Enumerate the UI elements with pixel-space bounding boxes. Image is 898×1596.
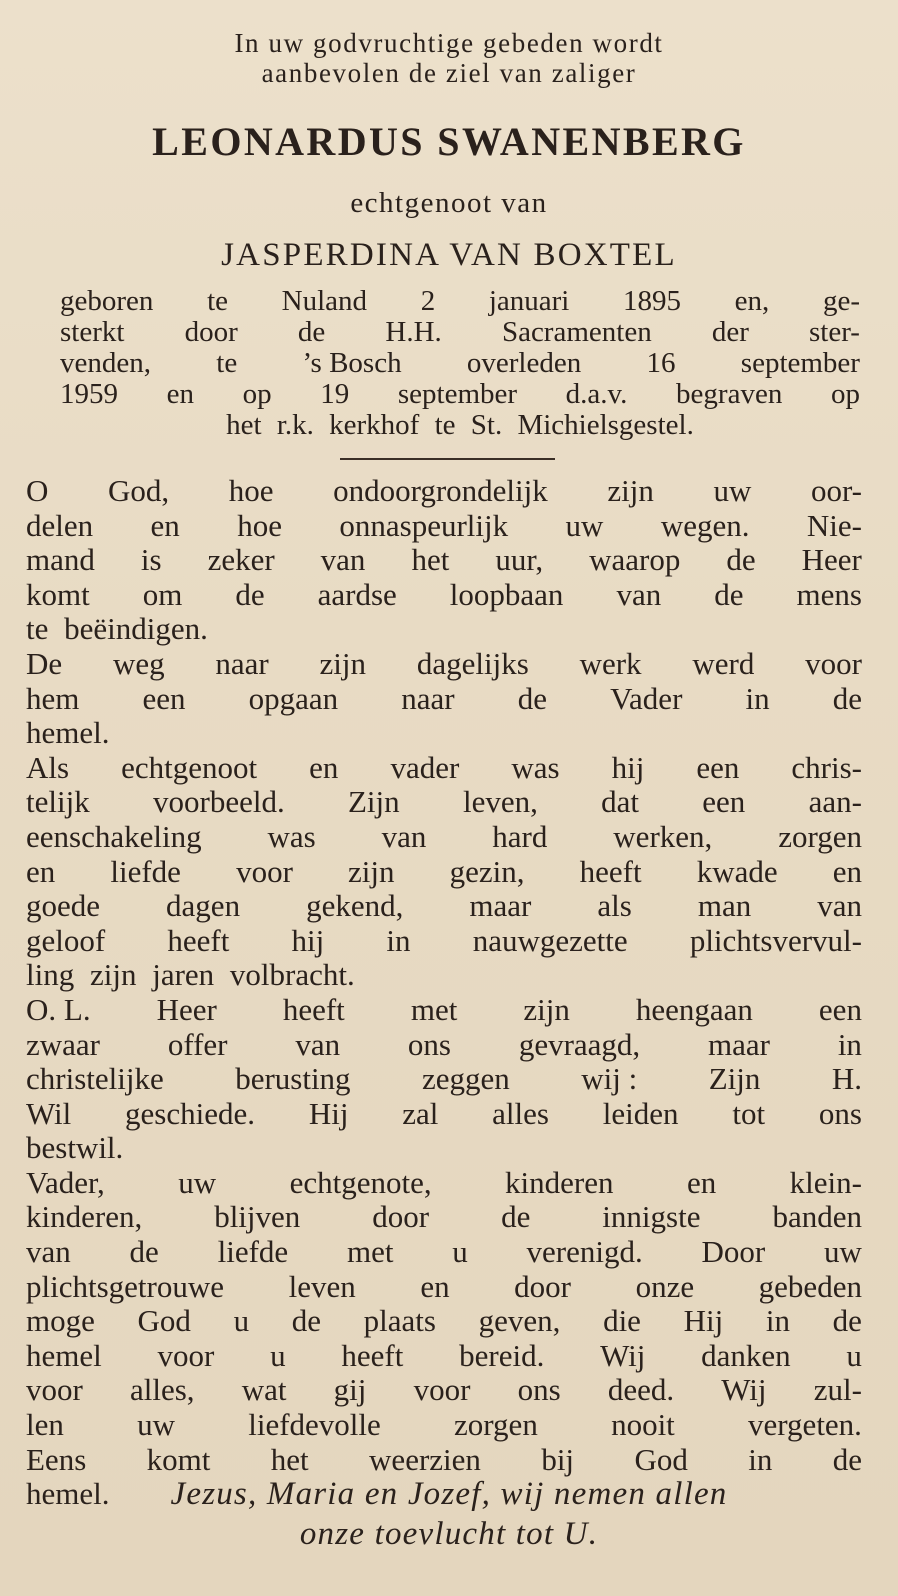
word: door [372, 1199, 430, 1235]
text-line [26, 578, 862, 613]
word: aardse [317, 576, 397, 612]
word: leven [288, 1268, 356, 1304]
word: uur, [495, 542, 544, 578]
word: januari [488, 285, 570, 317]
word: zal [402, 1095, 439, 1131]
word: dat [601, 784, 639, 820]
word: mand [26, 542, 95, 578]
word: 2 [420, 285, 436, 317]
word: hem [26, 680, 80, 716]
divider-line [340, 458, 555, 460]
word: zorgen [454, 1407, 538, 1443]
word: zeggen [422, 1061, 510, 1097]
word: verenigd. [526, 1234, 643, 1270]
word: 16 [646, 347, 676, 379]
word: Vader [610, 680, 683, 716]
word: blijven [214, 1199, 301, 1235]
text-line [26, 1200, 862, 1235]
word: vader [390, 749, 460, 785]
bio-line [60, 286, 860, 317]
word: God, [107, 473, 170, 508]
prayer-line: onze toevlucht tot U. [299, 1516, 599, 1552]
word: zijn [607, 473, 654, 508]
word: naar [401, 680, 455, 716]
word: zeker [207, 542, 275, 578]
text-line [26, 716, 862, 751]
word: zorgen [778, 818, 862, 854]
word: ’s Bosch [302, 347, 402, 379]
word: O. L. [26, 991, 91, 1027]
word: de [291, 1303, 321, 1339]
word: van [381, 818, 427, 854]
word: te [216, 347, 238, 379]
text-line [26, 1097, 862, 1132]
word: van [26, 1234, 71, 1270]
word: heeft [282, 991, 345, 1027]
word: liefde [217, 1234, 289, 1270]
word: Nuland [281, 285, 368, 317]
word: 19 [320, 378, 350, 410]
text-line [26, 612, 862, 647]
word: Als [26, 749, 70, 785]
word: Hij [683, 1303, 724, 1339]
word: het [270, 1441, 309, 1477]
word: de [501, 1199, 531, 1235]
word: in [765, 1303, 790, 1339]
word: bij [541, 1441, 575, 1477]
word: eenschakeling [26, 818, 202, 854]
word: hemel. [26, 1476, 110, 1512]
word: en [420, 1268, 450, 1304]
word: ons [818, 1095, 862, 1131]
word: maar [708, 1026, 770, 1062]
word: komt [26, 576, 90, 612]
word: de [235, 576, 265, 612]
word: dagen [166, 888, 241, 924]
word: waarop [589, 542, 681, 578]
word: offer [167, 1026, 228, 1062]
word: echtgenoot [121, 749, 258, 785]
word: Heer [156, 991, 217, 1027]
word: gekend, [306, 888, 404, 924]
word: en [686, 1164, 717, 1200]
word: H. [831, 1061, 862, 1097]
word: goede [26, 888, 101, 924]
word: en [309, 749, 339, 785]
text-line [26, 958, 862, 993]
text-line [26, 1408, 862, 1443]
word: wij : [581, 1061, 638, 1097]
word: van [616, 576, 662, 612]
word: liefde [110, 853, 181, 889]
word: uw [713, 473, 752, 508]
word: zwaar [26, 1026, 100, 1062]
word: door [514, 1268, 571, 1304]
word: uw [824, 1234, 862, 1270]
word: onze [635, 1268, 695, 1304]
word: te [207, 285, 228, 317]
deceased-name: LEONARDUS SWANENBERG [152, 119, 746, 164]
word: O [26, 473, 49, 508]
word: hoe [228, 473, 274, 508]
word: uw [137, 1407, 175, 1443]
word: ons [407, 1026, 451, 1062]
word: geven, [478, 1303, 561, 1339]
word: Vader, [26, 1164, 105, 1200]
word: de [832, 1303, 862, 1339]
word: plichtsgetrouwe [26, 1268, 225, 1304]
word: venden, [60, 347, 151, 379]
word: en [166, 378, 194, 410]
word: danken [701, 1337, 791, 1373]
word: aan- [808, 784, 862, 820]
word: heeft [167, 922, 230, 958]
word: van [817, 888, 862, 924]
word: H.H. [385, 316, 442, 348]
text-line [26, 889, 862, 924]
word: met [410, 991, 458, 1027]
text-line [26, 1028, 862, 1063]
text-line [26, 1166, 862, 1201]
word: en [832, 853, 862, 889]
word: De [26, 645, 63, 681]
closing-prayer [0, 1474, 898, 1554]
spouse-name: JASPERDINA VAN BOXTEL [221, 237, 677, 273]
word: man [697, 888, 752, 924]
word: voor [236, 853, 293, 889]
word: september [397, 378, 518, 410]
word: in [745, 680, 770, 716]
word: geschiede. [125, 1095, 256, 1131]
word: die [603, 1303, 641, 1339]
word: liefdevolle [248, 1407, 381, 1443]
intro-line: aanbevolen de ziel van zaliger [261, 58, 637, 88]
word: op [242, 378, 272, 410]
word: plichtsvervul- [689, 922, 862, 958]
word: Nie- [806, 507, 862, 543]
word: de [129, 1234, 159, 1270]
memorial-text [26, 474, 862, 1512]
word: een [818, 991, 862, 1027]
word: van [320, 542, 366, 578]
text-line [26, 543, 862, 578]
word: d.a.v. [565, 378, 628, 410]
text-line [26, 785, 862, 820]
word: de [832, 1441, 862, 1477]
word: gij [333, 1372, 367, 1408]
intro-text [0, 28, 898, 88]
word: hard [492, 818, 548, 854]
word: hij [291, 922, 325, 958]
word: bereid. [459, 1337, 545, 1373]
text-line [26, 1270, 862, 1305]
word: loopbaan [449, 576, 564, 612]
word: begraven [676, 378, 783, 410]
word: om [142, 576, 183, 612]
text-line [26, 1131, 862, 1166]
word: u [846, 1337, 862, 1373]
biography-paragraph [60, 286, 860, 441]
word: hemel [26, 1337, 102, 1373]
text-line [26, 1304, 862, 1339]
word: bestwil. [26, 1130, 124, 1166]
word: God [137, 1303, 191, 1339]
text-line [26, 993, 862, 1028]
word: naar [215, 645, 269, 681]
text-line [26, 1339, 862, 1374]
word: komt [146, 1441, 211, 1477]
bio-line [60, 410, 860, 441]
word: alles, [130, 1372, 195, 1408]
word: onnaspeurlijk [339, 507, 509, 543]
word: overleden [466, 347, 582, 379]
word: kwade [696, 853, 778, 889]
word: innigste [602, 1199, 701, 1235]
word: Wij [600, 1337, 646, 1373]
word: voor [26, 1372, 83, 1408]
word: werd [692, 645, 755, 681]
word: hoe [237, 507, 282, 543]
word: mens [796, 576, 862, 612]
word: maar [469, 888, 532, 924]
word: u [233, 1303, 250, 1339]
word: een [696, 749, 740, 785]
word: delen [26, 507, 94, 543]
word: 1895 [623, 285, 682, 317]
word: de [517, 680, 547, 716]
word: Eens [26, 1441, 87, 1477]
word: ons [517, 1372, 561, 1408]
word: is [140, 542, 162, 578]
word: hij [611, 749, 645, 785]
word: was [267, 818, 316, 854]
text-line [26, 1443, 862, 1478]
word: het [411, 542, 450, 578]
word: ondoorgrondelijk [333, 473, 548, 508]
word: kinderen [505, 1164, 614, 1200]
word: sterkt [60, 316, 125, 348]
word: alles [492, 1095, 549, 1131]
bio-line [60, 348, 860, 379]
word: een [142, 680, 186, 716]
text-line [26, 1373, 862, 1408]
bio-line [60, 379, 860, 410]
word: en [26, 853, 56, 889]
word: de [297, 316, 326, 348]
word: voor [805, 645, 862, 681]
word: Hij [308, 1095, 349, 1131]
word: heeft [579, 853, 642, 889]
word: een [702, 784, 746, 820]
text-line [26, 474, 862, 509]
word: leven, [462, 784, 538, 820]
word: u [270, 1337, 286, 1373]
word: echtgenote, [289, 1164, 432, 1200]
word: heeft [341, 1337, 404, 1373]
word: geboren [60, 285, 154, 317]
word: geloof [26, 922, 106, 958]
word: Heer [801, 542, 862, 578]
word: christelijke [26, 1061, 164, 1097]
word: telijk [26, 784, 90, 820]
word: de [832, 680, 862, 716]
word: voor [413, 1372, 471, 1408]
text-line [26, 1062, 862, 1097]
word: de [714, 576, 744, 612]
word: nooit [611, 1407, 675, 1443]
word: Zijn [348, 784, 400, 820]
word: voor [157, 1337, 215, 1373]
word: plaats [363, 1303, 436, 1339]
word: vergeten. [748, 1407, 862, 1443]
word: heengaan [635, 991, 753, 1027]
word: in [837, 1026, 862, 1062]
word: tot [732, 1095, 766, 1131]
text-line [26, 509, 862, 544]
word: zijn [319, 645, 367, 681]
word: weerzien [369, 1441, 481, 1477]
text-line [26, 751, 862, 786]
text-line [26, 1235, 862, 1270]
text-line [26, 820, 862, 855]
word: leiden [602, 1095, 679, 1131]
word: zijn [348, 853, 395, 889]
word: der [711, 316, 749, 348]
word: kinderen, [26, 1199, 143, 1235]
word: te beëindigen. [26, 611, 208, 647]
word: in [386, 922, 411, 958]
text-line [26, 924, 862, 959]
word: van [295, 1026, 341, 1062]
word: Sacramenten [501, 316, 652, 348]
word: deed. [607, 1372, 675, 1408]
spouse-label: echtgenoot van [350, 187, 548, 219]
word: Wij [721, 1372, 767, 1408]
word: gebeden [758, 1268, 862, 1304]
word: zijn [523, 991, 570, 1027]
word: berusting [235, 1061, 351, 1097]
word: wegen. [660, 507, 750, 543]
word: dagelijks [416, 645, 529, 681]
word: was [511, 749, 560, 785]
word: weg [112, 645, 165, 681]
word: werken, [613, 818, 713, 854]
word: uw [178, 1164, 217, 1200]
word: voorbeeld. [153, 784, 285, 820]
word: God [634, 1441, 688, 1477]
word: op [830, 378, 860, 410]
text-line [26, 855, 862, 890]
word: met [346, 1234, 394, 1270]
word: Zijn [708, 1061, 761, 1097]
word: gevraagd, [518, 1026, 641, 1062]
word: opgaan [248, 680, 339, 716]
word: chris- [791, 749, 862, 785]
word: gezin, [449, 853, 525, 889]
word: door [184, 316, 238, 348]
word: moge [26, 1303, 95, 1339]
word: ge- [822, 285, 860, 317]
word: als [597, 888, 632, 924]
word: en, [734, 285, 770, 317]
word: ster- [809, 316, 860, 348]
word: september [740, 347, 860, 379]
word: in [748, 1441, 773, 1477]
word: ling zijn jaren volbracht. [26, 957, 355, 993]
intro-line: In uw godvruchtige gebeden wordt [234, 28, 664, 58]
word: werk [579, 645, 642, 681]
word: Door [701, 1234, 766, 1270]
word: u [452, 1234, 468, 1270]
word: zul- [813, 1372, 862, 1408]
word: de [726, 542, 756, 578]
word: nauwgezette [472, 922, 628, 958]
word: klein- [789, 1164, 862, 1200]
bio-line [60, 317, 860, 348]
word: en [150, 507, 180, 543]
word: het r.k. kerkhof te St. Michielsgestel. [226, 409, 694, 441]
word: hemel. [26, 715, 110, 751]
word: oor- [810, 473, 862, 508]
prayer-line: Jezus, Maria en Jozef, wij nemen allen [170, 1476, 728, 1512]
word: banden [772, 1199, 862, 1235]
word: Wil [26, 1095, 72, 1131]
word: uw [565, 507, 604, 543]
word: wat [241, 1372, 287, 1408]
word: 1959 [60, 378, 118, 410]
text-line [26, 647, 862, 682]
word: len [26, 1407, 64, 1443]
text-line [26, 682, 862, 717]
